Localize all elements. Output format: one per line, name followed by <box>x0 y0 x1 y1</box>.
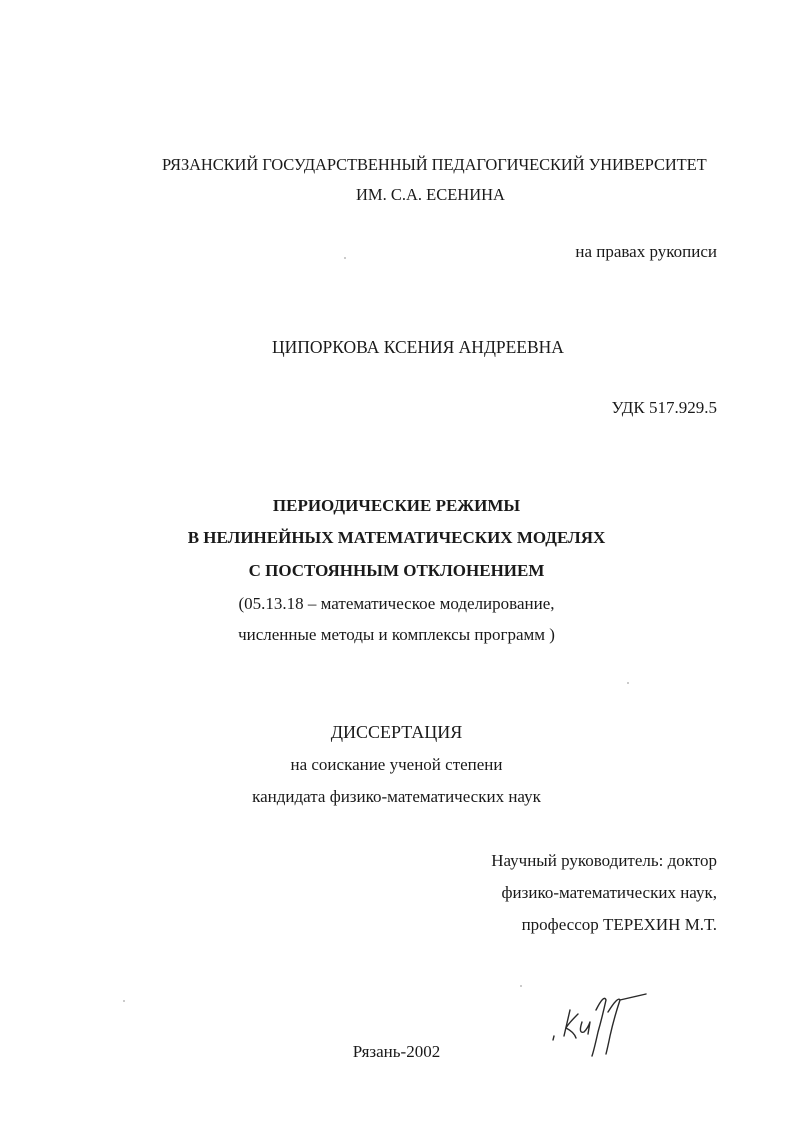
thesis-title-line-1: ПЕРИОДИЧЕСКИЕ РЕЖИМЫ <box>272 496 521 515</box>
supervisor-line-1: Научный руководитель: доктор <box>491 851 717 870</box>
scan-speck <box>344 257 346 259</box>
supervisor-line-2: физико-математических наук, <box>501 883 717 902</box>
scan-speck <box>520 985 522 987</box>
udk-code: УДК 517.929.5 <box>611 398 717 417</box>
degree-line-1: на соискание ученой степени <box>290 755 503 774</box>
degree-line-2: кандидата физико-математических наук <box>252 787 541 806</box>
author-name: ЦИПОРКОВА КСЕНИЯ АНДРЕЕВНА <box>272 337 564 357</box>
thesis-title-line-3: С ПОСТОЯННЫМ ОТКЛОНЕНИЕМ <box>248 561 545 580</box>
thesis-title-line-2: В НЕЛИНЕЙНЫХ МАТЕМАТИЧЕСКИХ МОДЕЛЯХ <box>187 528 606 547</box>
supervisor-line-3: профессор ТЕРЕХИН М.Т. <box>521 915 717 934</box>
scan-speck <box>627 682 629 684</box>
university-name: РЯЗАНСКИЙ ГОСУДАРСТВЕННЫЙ ПЕДАГОГИЧЕСКИЙ УНИВЕРСИТЕТ <box>162 155 707 174</box>
city-year: Рязань-2002 <box>352 1042 441 1061</box>
manuscript-note: на правах рукописи <box>575 242 717 261</box>
specialty-line-1: (05.13.18 – математическое моделирование, <box>238 594 555 613</box>
scan-speck <box>123 1000 125 1002</box>
university-name-suffix: ИМ. С.А. ЕСЕНИНА <box>356 185 505 204</box>
specialty-line-2: численные методы и комплексы программ ) <box>238 625 555 644</box>
dissertation-heading: ДИССЕРТАЦИЯ <box>330 722 463 742</box>
